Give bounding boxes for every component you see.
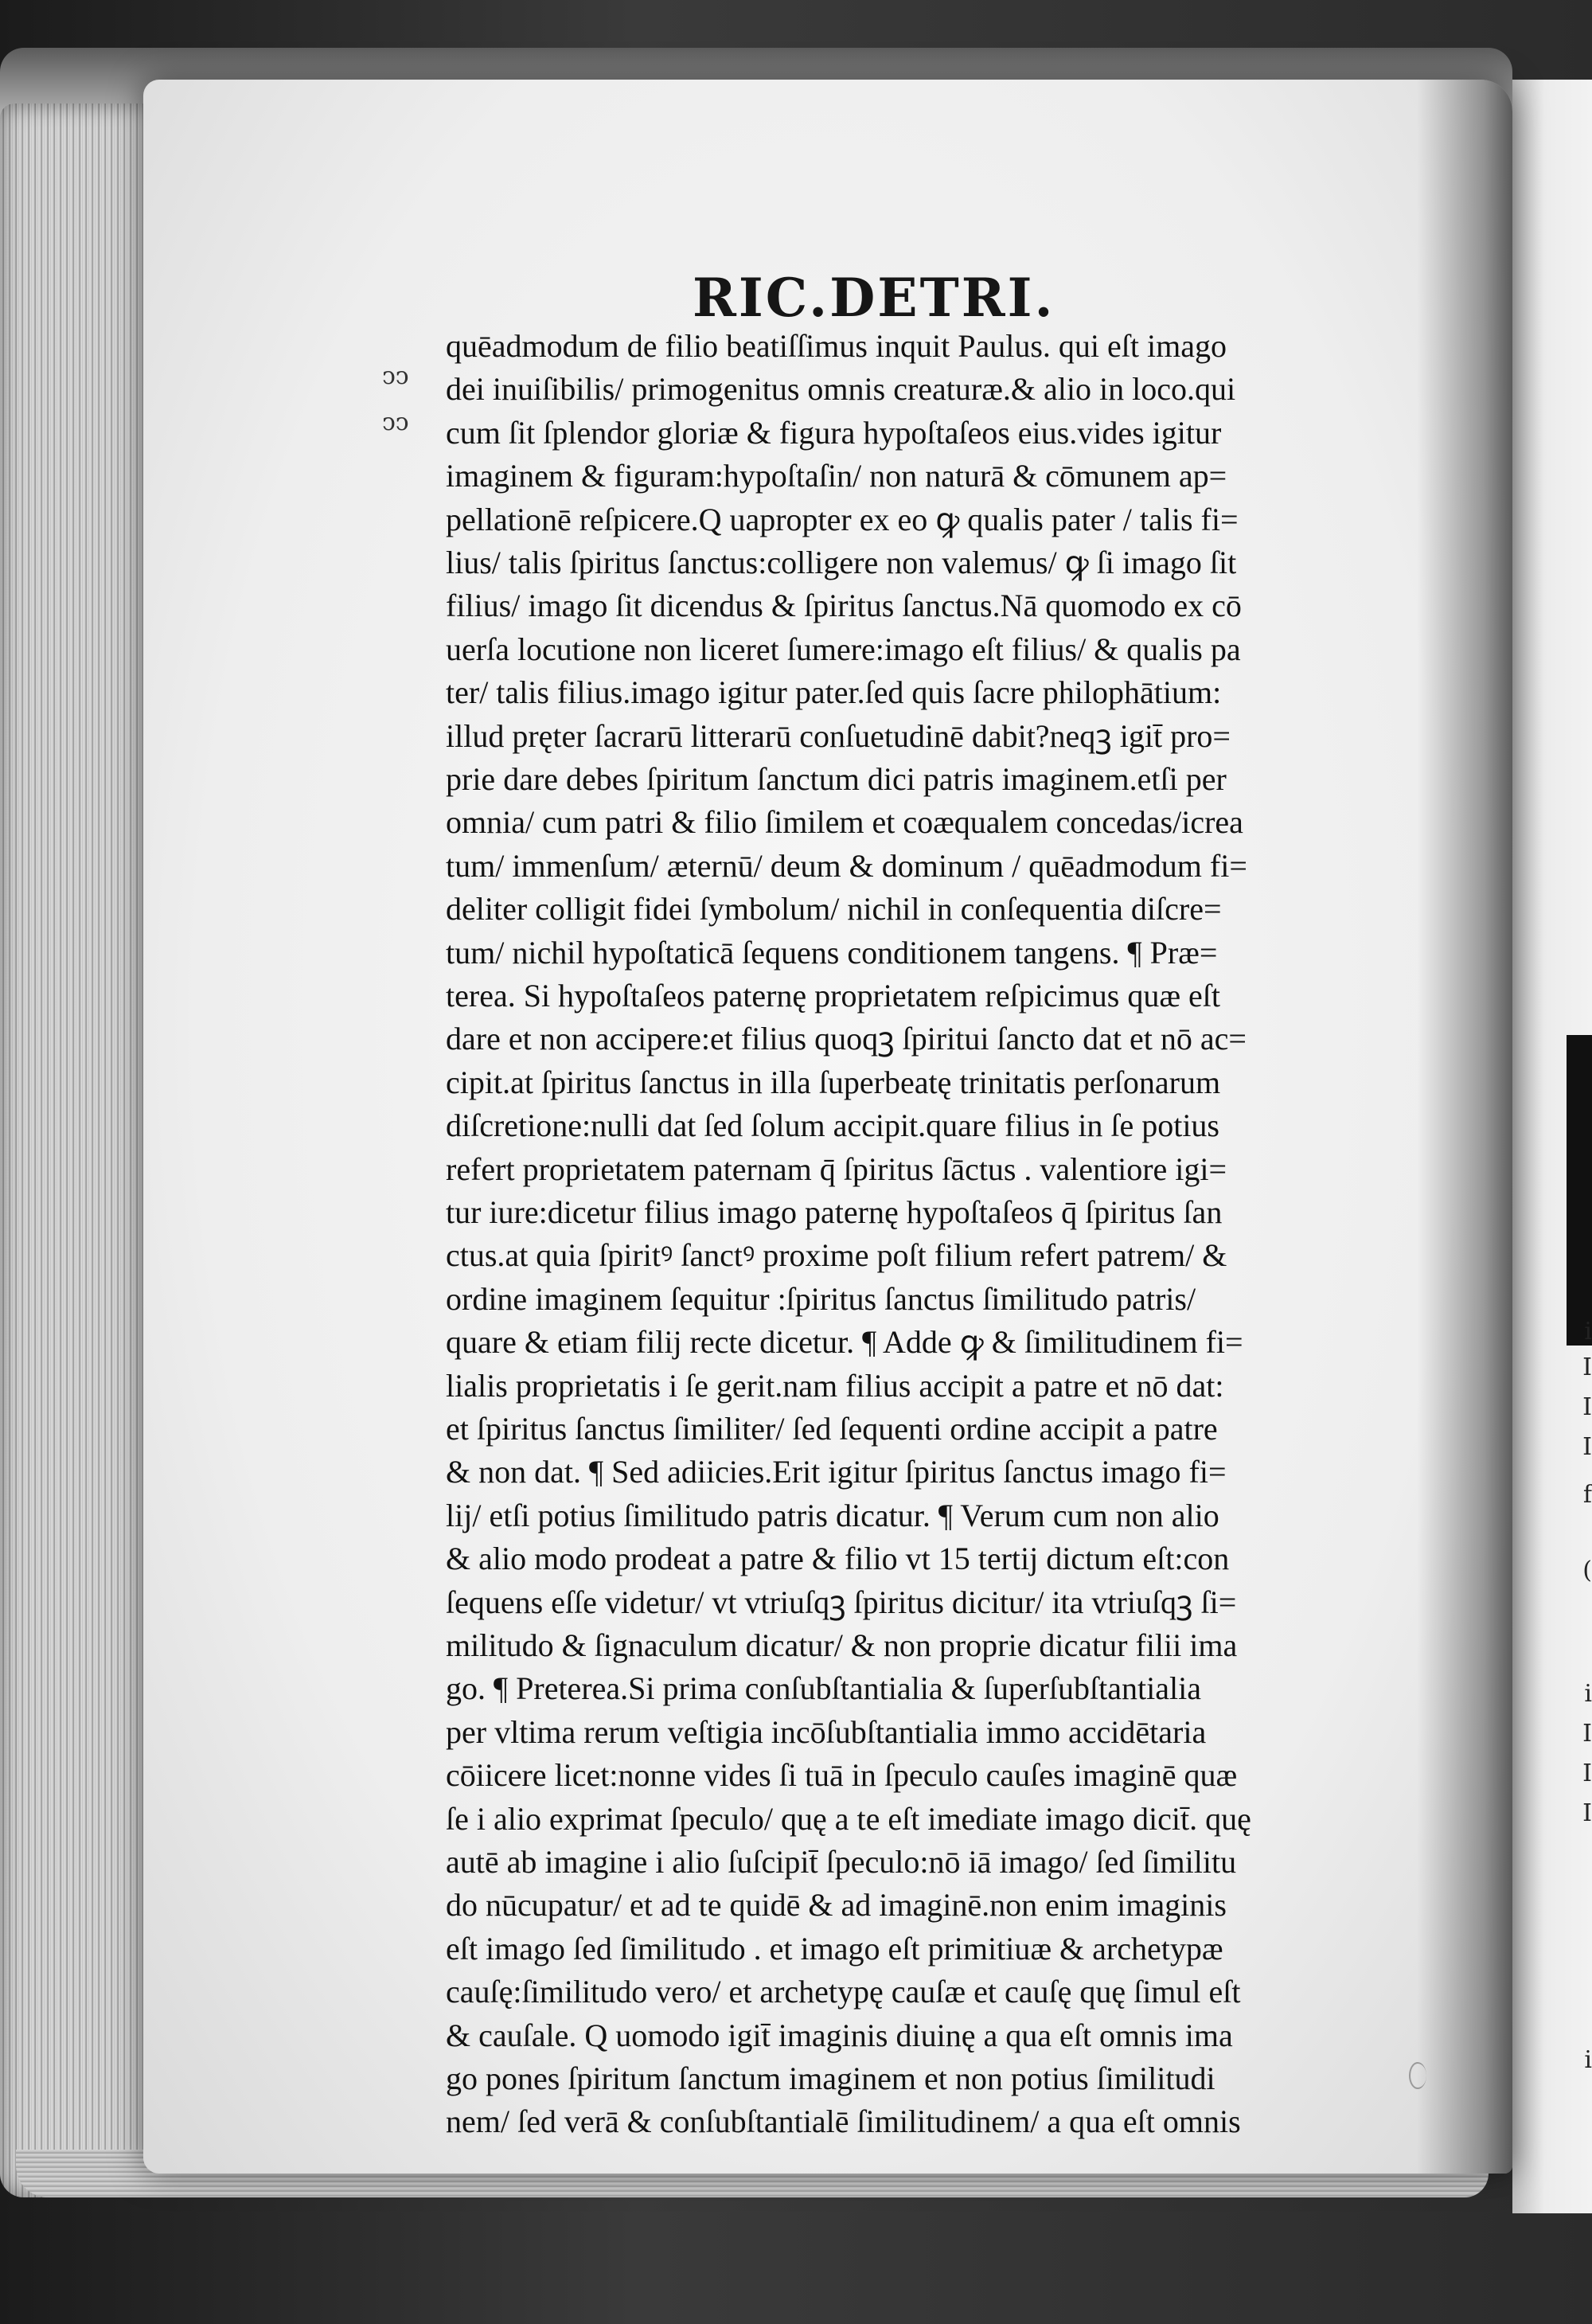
text-line: deliter colligit fidei ſymbolum/ nichil in conſequentia diſcre= <box>446 891 1222 927</box>
text-line: ter/ talis filius.imago igitur pater.ſed quis ſacre philophātium: <box>446 674 1222 710</box>
text-line: dei inuiſibilis/ primogenitus omnis creaturæ.& alio in loco.qui <box>446 371 1236 407</box>
text-line: ctus.at quia ſpiritꝰ ſanctꝰ proxime poſt filium refert patrem/ & <box>446 1237 1227 1273</box>
text-line: autē ab imagine i alio ſuſcipit̄ ſpeculo:nō iā imago/ ſed ſimilitu <box>446 1844 1237 1880</box>
text-line: refert proprietatem paternam q̄ ſpiritus ſāctus . valentiore igi= <box>446 1151 1227 1187</box>
text-line: terea. Si hypoſtaſeos paternę proprietatem reſpicimus quæ eſt <box>446 978 1221 1014</box>
text-line: go. ¶ Preterea.Si prima conſubſtantialia & ſuperſubſtantialia <box>446 1670 1201 1706</box>
marginal-mark: ↄↄ <box>382 408 409 436</box>
text-line: cum ſit ſplendor gloriæ & figura hypoſtaſeos eius.vides igitur <box>446 415 1222 451</box>
facing-page-letter: i <box>1584 1318 1592 1346</box>
text-line: militudo & ſignaculum dicatur/ & non proprie dicatur filii ima <box>446 1627 1238 1663</box>
text-line: tum/ immenſum/ æternū/ deum & dominum / quēadmodum fi= <box>446 848 1247 884</box>
text-line: diſcretione:nulli dat ſed ſolum accipit.quare filius in ſe potius <box>446 1107 1219 1143</box>
facing-page-letter: I <box>1582 1353 1592 1381</box>
text-line: nem/ ſed verā & conſubſtantialē ſimilitudinem/ a qua eſt omnis <box>446 2103 1241 2139</box>
facing-page-letter: I <box>1582 1720 1592 1748</box>
facing-page-letter: I <box>1582 1393 1592 1421</box>
text-line: ſequens eſſe videtur/ vt vtriuſqꝫ ſpiritus dicitur/ ita vtriuſqꝫ ſi= <box>446 1584 1237 1620</box>
text-line: & alio modo prodeat a patre & filio vt 15 tertij dictum eſt:con <box>446 1541 1230 1576</box>
text-line: lij/ etſi potius ſimilitudo patris dicatur. ¶ Verum cum non alio <box>446 1498 1219 1533</box>
marginal-mark: ↄↄ <box>382 362 409 390</box>
text-line: illud pręter ſacrarū litterarū conſuetudinē dabit?neqꝫ igit̄ pro= <box>446 718 1231 754</box>
text-line: uerſa locutione non liceret ſumere:imago eſt filius/ & qualis pa <box>446 631 1241 667</box>
text-line: et ſpiritus ſanctus ſimiliter/ ſed ſequenti ordine accipit a patre <box>446 1411 1218 1447</box>
page-corner-mark <box>1409 2062 1426 2089</box>
text-line: eſt imago ſed ſimilitudo . et imago eſt primitiuæ & archetypæ <box>446 1931 1223 1967</box>
text-line: & cauſale. Q uomodo igit̄ imaginis diuinę a qua eſt omnis ima <box>446 2017 1233 2053</box>
text-line: per vltima rerum veſtigia incōſubſtantialia immo accidētaria <box>446 1714 1207 1750</box>
text-line: do nūcupatur/ et ad te quidē & ad imaginē.non enim imaginis <box>446 1887 1227 1923</box>
text-line: lius/ talis ſpiritus ſanctus:colligere non valemus/ ꝙ ſi imago ſit <box>446 545 1237 580</box>
text-line: tum/ nichil hypoſtaticā ſequens conditionem tangens. ¶ Præ= <box>446 935 1218 971</box>
facing-page-letter: I <box>1582 1799 1592 1827</box>
body-text <box>446 328 1433 2183</box>
text-line: quēadmodum de filio beatiſſimus inquit Paulus. qui eſt imago <box>446 328 1227 364</box>
text-line: cauſę:ſimilitudo vero/ et archetypę cauſæ et cauſę quę ſimul eſt <box>446 1974 1241 2010</box>
text-line: tur iure:dicetur filius imago paternę hypoſtaſeos q̄ ſpiritus ſan <box>446 1194 1223 1230</box>
text-line: quare & etiam filij recte dicetur. ¶ Adde ꝙ & ſimilitudinem fi= <box>446 1324 1243 1360</box>
facing-page-letter: ( <box>1582 1556 1592 1584</box>
text-line: imaginem & figuram:hypoſtaſin/ non naturā & cōmunem ap= <box>446 458 1227 494</box>
marginal-quotation-marks <box>382 362 430 458</box>
facing-page-letter: i <box>1584 1680 1592 1708</box>
facing-page-letter: I <box>1582 1433 1592 1461</box>
text-line: prie dare debes ſpiritum ſanctum dici patris imaginem.etſi per <box>446 761 1227 797</box>
text-line: lialis proprietatis i ſe gerit.nam filius accipit a patre et nō dat: <box>446 1368 1224 1404</box>
text-line: ſe i alio exprimat ſpeculo/ quę a te eſt imediate imago dicit̄. quę <box>446 1801 1251 1837</box>
text-line: omnia/ cum patri & filio ſimilem et coæqualem concedas/icrea <box>446 804 1243 840</box>
facing-page-letter: I <box>1582 1760 1592 1787</box>
text-line: cōiicere licet:nonne vides ſi tuā in ſpeculo cauſes imaginē quæ <box>446 1757 1238 1793</box>
facing-page-letter: f <box>1582 1481 1592 1509</box>
text-line: dare et non accipere:et filius quoqꝫ ſpiritui ſancto dat et nō ac= <box>446 1021 1247 1057</box>
text-line: cipit.at ſpiritus ſanctus in illa ſuperbeatę trinitatis perſonarum <box>446 1064 1221 1100</box>
text-line: & non dat. ¶ Sed adiicies.Erit igitur ſpiritus ſanctus imago fi= <box>446 1454 1227 1490</box>
facing-page-letters <box>1572 0 1592 2324</box>
running-head: RIC.DETRI. <box>693 267 1055 329</box>
text-line: filius/ imago ſit dicendus & ſpiritus ſanctus.Nā quomodo ex cō <box>446 588 1242 623</box>
facing-page-letter: i <box>1584 2046 1592 2074</box>
text-line: go pones ſpiritum ſanctum imaginem et non potius ſimilitudi <box>446 2060 1215 2096</box>
book-page-edges <box>0 104 155 2197</box>
text-line: ordine imaginem ſequitur :ſpiritus ſanctus ſimilitudo patris/ <box>446 1281 1196 1317</box>
text-line: pellationē reſpicere.Q uapropter ex eo ꝙ qualis pater / talis fi= <box>446 502 1239 537</box>
